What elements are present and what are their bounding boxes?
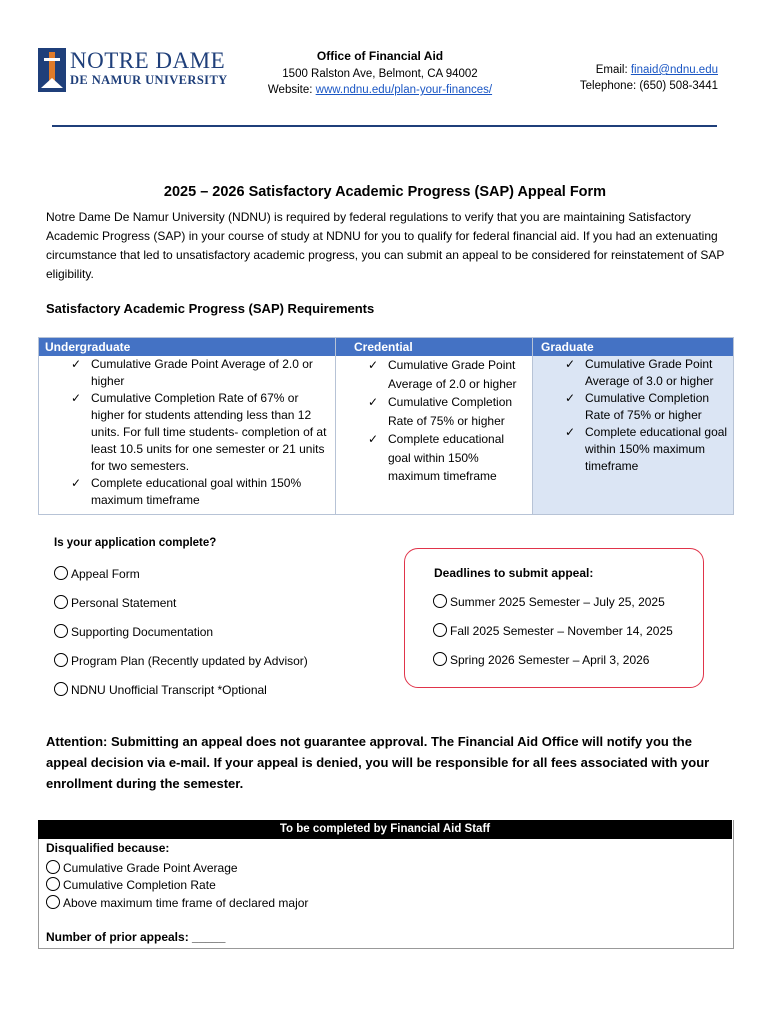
- reason-gpa[interactable]: Cumulative Grade Point Average: [46, 860, 238, 875]
- requirement-item: ✓ Complete educational goal within 150% maximum timeframe: [565, 425, 728, 473]
- radio-circle-icon[interactable]: [46, 895, 60, 909]
- radio-circle-icon[interactable]: [54, 624, 68, 638]
- check-icon: ✓: [71, 476, 82, 490]
- radio-circle-icon[interactable]: [46, 860, 60, 874]
- check-icon: ✓: [71, 391, 82, 405]
- checklist-option-program-plan[interactable]: Program Plan (Recently updated by Advisor): [54, 653, 308, 668]
- radio-circle-icon[interactable]: [433, 594, 447, 608]
- requirement-item: ✓ Cumulative Completion Rate of 67% or higher for students attending less than 12 units. For full time students- completion of at least 10.5 units for one semester or 21 units for two semesters.: [71, 391, 327, 473]
- check-icon: ✓: [368, 358, 379, 372]
- checklist-question: Is your application complete?: [54, 537, 217, 549]
- checklist-option-personal-statement[interactable]: Personal Statement: [54, 595, 176, 610]
- checklist-option-appeal-form[interactable]: Appeal Form: [54, 566, 140, 581]
- email-link[interactable]: finaid@ndnu.edu: [630, 64, 718, 76]
- office-title: Office of Financial Aid: [316, 49, 444, 63]
- radio-circle-icon[interactable]: [433, 623, 447, 637]
- checklist-option-supporting-documentation[interactable]: Supporting Documentation: [54, 624, 213, 639]
- attention-notice: Attention: Submitting an appeal does not guarantee approval. The Financial Aid Office will notify you the appeal decision via e-mail. If your appeal is denied, you will be responsible for all fees associated with your enrollment during the semester.: [46, 734, 710, 791]
- ndnu-logo: [38, 48, 228, 98]
- radio-circle-icon[interactable]: [54, 682, 68, 696]
- column-heading: Undergraduate: [39, 338, 335, 356]
- check-icon: ✓: [565, 357, 576, 371]
- requirements-title: Satisfactory Academic Progress (SAP) Requirements: [46, 301, 375, 316]
- email-label: Email:: [595, 64, 628, 76]
- check-icon: ✓: [565, 391, 576, 405]
- check-icon: ✓: [368, 395, 379, 409]
- check-icon: ✓: [71, 357, 82, 371]
- university-crest-icon: [38, 48, 66, 92]
- contact-info: [580, 62, 718, 94]
- staff-section-heading: To be completed by Financial Aid Staff: [38, 820, 732, 839]
- reason-completion-rate[interactable]: Cumulative Completion Rate: [46, 877, 216, 892]
- disqualified-label: Disqualified because:: [46, 841, 170, 855]
- logo-name-line2: DE NAMUR UNIVERSITY: [70, 73, 228, 87]
- requirement-item: ✓ Cumulative Grade Point Average of 3.0 or higher: [565, 357, 714, 388]
- column-heading: Credential: [336, 338, 532, 356]
- requirement-item: ✓ Complete educational goal within 150% maximum timeframe: [71, 476, 302, 507]
- radio-circle-icon[interactable]: [433, 652, 447, 666]
- intro-paragraph: Notre Dame De Namur University (NDNU) is required by federal regulations to verify that you are maintaining Satisfactory Academic Progress (SAP) in your course of study at NDNU for you to qualify for federal financial aid. If you had an extenuating circumstance that led to unsatisfactory academic progress, you can submit an appeal to be considered for reinstatement of SAP eligibility.: [46, 210, 725, 281]
- website-label: Website:: [267, 84, 313, 96]
- telephone: Telephone: (650) 508-3441: [579, 80, 718, 92]
- requirement-item: ✓ Cumulative Completion Rate of 75% or higher: [565, 391, 710, 422]
- deadline-summer[interactable]: Summer 2025 Semester – July 25, 2025: [433, 594, 665, 609]
- header-divider: [52, 125, 717, 127]
- check-icon: ✓: [565, 425, 576, 439]
- logo-name-line1: NOTRE DAME: [70, 48, 226, 73]
- requirement-item: ✓ Complete educational goal within 150% maximum timeframe: [368, 432, 505, 483]
- requirement-item: ✓ Cumulative Completion Rate of 75% or higher: [368, 395, 513, 428]
- radio-circle-icon[interactable]: [46, 877, 60, 891]
- deadline-fall[interactable]: Fall 2025 Semester – November 14, 2025: [433, 623, 673, 638]
- requirements-column-credential: [336, 338, 533, 514]
- office-address: 1500 Ralston Ave, Belmont, CA 94002: [282, 68, 478, 80]
- prior-appeals-field[interactable]: Number of prior appeals: _____: [46, 930, 226, 944]
- website-link[interactable]: www.ndnu.edu/plan-your-finances/: [315, 84, 493, 96]
- deadline-spring[interactable]: Spring 2026 Semester – April 3, 2026: [433, 652, 649, 667]
- office-website: [250, 82, 510, 98]
- deadlines-title: Deadlines to submit appeal:: [434, 566, 594, 580]
- requirement-item: ✓ Cumulative Grade Point Average of 2.0 or higher: [368, 358, 517, 391]
- requirements-column-undergraduate: [39, 338, 336, 514]
- column-heading: Graduate: [533, 338, 733, 356]
- office-info: [250, 48, 510, 98]
- check-icon: ✓: [368, 432, 379, 446]
- email-line: [580, 62, 718, 78]
- radio-circle-icon[interactable]: [54, 595, 68, 609]
- checklist-option-unofficial-transcript[interactable]: NDNU Unofficial Transcript *Optional: [54, 682, 267, 697]
- requirements-column-graduate: [533, 338, 733, 514]
- requirement-item: ✓ Cumulative Grade Point Average of 2.0 or higher: [71, 357, 313, 388]
- reason-max-timeframe[interactable]: Above maximum time frame of declared major: [46, 895, 308, 910]
- radio-circle-icon[interactable]: [54, 566, 68, 580]
- requirements-table: [38, 337, 734, 515]
- radio-circle-icon[interactable]: [54, 653, 68, 667]
- form-title: 2025 – 2026 Satisfactory Academic Progress (SAP) Appeal Form: [163, 184, 607, 200]
